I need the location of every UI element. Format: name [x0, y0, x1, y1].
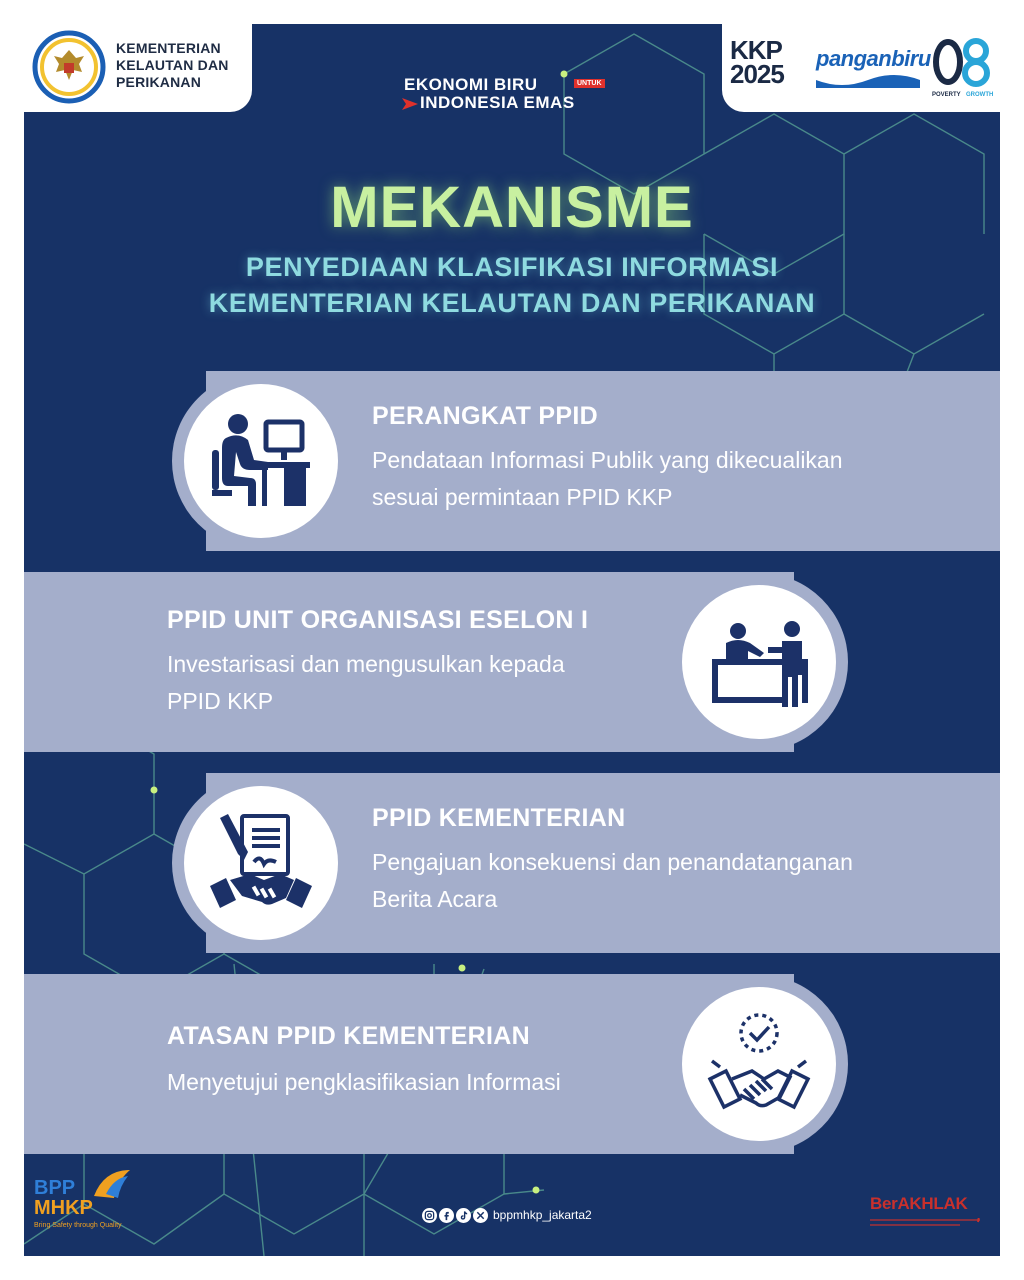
service-desk-icon [704, 607, 814, 717]
untuk-badge: UNTUK [574, 79, 605, 88]
wave-icon [816, 74, 920, 88]
description-line: Berita Acara [372, 886, 498, 912]
step-2-title: PPID UNIT ORGANISASI ESELON I [167, 606, 589, 634]
step-4-title: ATASAN PPID KEMENTERIAN [167, 1022, 530, 1050]
description-line: Menyetujui pengklasifikasian Informasi [167, 1069, 561, 1095]
berakhlak-logo [870, 1186, 990, 1236]
ministry-name [116, 40, 246, 91]
infographic-poster [24, 24, 1000, 1256]
social-handle[interactable]: bppmhkp_jakarta2 [493, 1208, 592, 1222]
ekonomi-biru-logo [402, 76, 622, 118]
arrow-right-icon [402, 98, 418, 110]
step-2-description [167, 646, 647, 720]
step-2-icon-circle [670, 573, 848, 751]
bpp-logo-text: BPP [34, 1177, 76, 1199]
asta-cita-08-logo [932, 34, 994, 98]
description-line: PPID KKP [167, 688, 274, 714]
step-3-title: PPID KEMENTERIAN [372, 804, 626, 832]
worker-at-computer-icon [206, 406, 316, 516]
ministry-name-line: KELAUTAN DAN [116, 57, 229, 73]
facebook-icon[interactable] [439, 1208, 454, 1223]
panganbiru-logo: panganbiru [816, 46, 931, 71]
ministry-name-line: KEMENTERIAN [116, 40, 221, 56]
description-line: sesuai permintaan PPID KKP [372, 484, 673, 510]
description-line: Pendataan Informasi Publik yang dikecualikan [372, 447, 843, 473]
bpp-mhkp-logo [32, 1164, 152, 1234]
bpp-tagline: Bring Safety through Quality [34, 1222, 122, 1229]
step-1-description [372, 442, 952, 516]
logo-08-label-left: POVERTY [932, 92, 961, 98]
ministry-emblem-icon [32, 30, 106, 104]
ministry-name-line: PERIKANAN [116, 74, 202, 90]
tiktok-icon[interactable] [456, 1208, 471, 1223]
main-title: MEKANISME [330, 175, 694, 240]
description-line: Investarisasi dan mengusulkan kepada [167, 651, 565, 677]
mhkp-logo-text: MHKP [34, 1197, 93, 1219]
x-twitter-icon[interactable] [473, 1208, 488, 1223]
step-3-icon-circle [172, 774, 350, 952]
step-3-description [372, 844, 952, 918]
step-1-title: PERANGKAT PPID [372, 402, 598, 430]
ekonomi-biru-text: EKONOMI BIRU [404, 75, 538, 94]
kkp2025-logo-year: 2025 [730, 59, 784, 89]
indonesia-emas-text: INDONESIA EMAS [420, 93, 575, 112]
step-1-icon-circle [172, 372, 350, 550]
logo-08-label-right: GROWTH [966, 92, 994, 98]
contract-handshake-icon [206, 808, 316, 918]
berakhlak-logo-text: BerAKHLAK [870, 1194, 968, 1213]
kkp2025-logo: KKP [730, 35, 782, 65]
subtitle-line-1: PENYEDIAAN KLASIFIKASI INFORMASI [245, 252, 779, 282]
ministry-logo-card [24, 24, 252, 112]
fish-swoosh-icon [90, 1166, 134, 1202]
partner-logos-card [722, 24, 1000, 112]
instagram-icon[interactable] [422, 1208, 437, 1223]
description-line: Pengajuan konsekuensi dan penandatanganan [372, 849, 853, 875]
subtitle-line-2: KEMENTERIAN KELAUTAN DAN PERIKANAN [208, 288, 816, 318]
berakhlak-tagline-graphic [870, 1218, 980, 1228]
social-media-bar [422, 1206, 592, 1224]
step-4-description [167, 1064, 747, 1101]
